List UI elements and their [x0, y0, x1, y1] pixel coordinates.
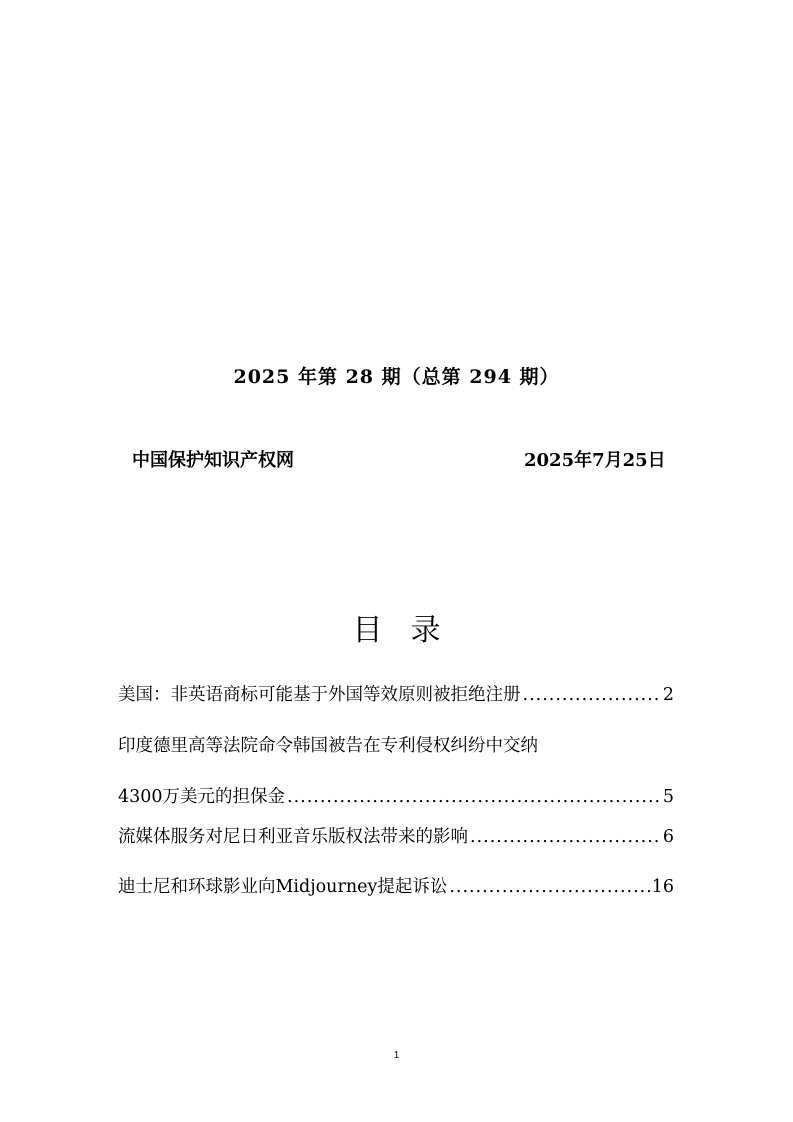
page-number: 1 — [393, 1050, 400, 1061]
toc-leader-dots — [523, 680, 661, 710]
toc-entry[interactable] — [118, 731, 674, 812]
toc-entry-page: 5 — [662, 787, 674, 807]
toc-entry[interactable] — [118, 822, 674, 852]
toc-title: 目录 — [352, 613, 469, 648]
toc-entry-title-continued: 4300万美元的担保金 — [118, 787, 286, 807]
toc-entry-title: 印度德里高等法院命令韩国被告在专利侵权纠纷中交纳 — [118, 736, 538, 756]
publication-date: 2025年7月25日 — [524, 450, 666, 471]
toc-entry[interactable] — [118, 872, 674, 902]
toc-leader-dots — [449, 872, 649, 902]
toc-leader-dots — [470, 822, 661, 852]
toc-entry[interactable] — [118, 680, 674, 710]
publisher-name: 中国保护知识产权网 — [132, 450, 294, 471]
toc-entry-title: 美国：非英语商标可能基于外国等效原则被拒绝注册 — [118, 685, 521, 705]
toc-entry-title: 迪士尼和环球影业向Midjourney提起诉讼 — [118, 877, 448, 897]
toc-entry-page: 6 — [662, 827, 674, 847]
toc-entry-page: 16 — [651, 877, 674, 897]
issue-line: 2025 年第 28 期（总第 294 期） — [233, 366, 560, 388]
toc-entry-page: 2 — [662, 685, 674, 705]
toc-entry-title: 流媒体服务对尼日利亚音乐版权法带来的影响 — [118, 827, 468, 847]
toc-leader-dots — [287, 782, 661, 812]
